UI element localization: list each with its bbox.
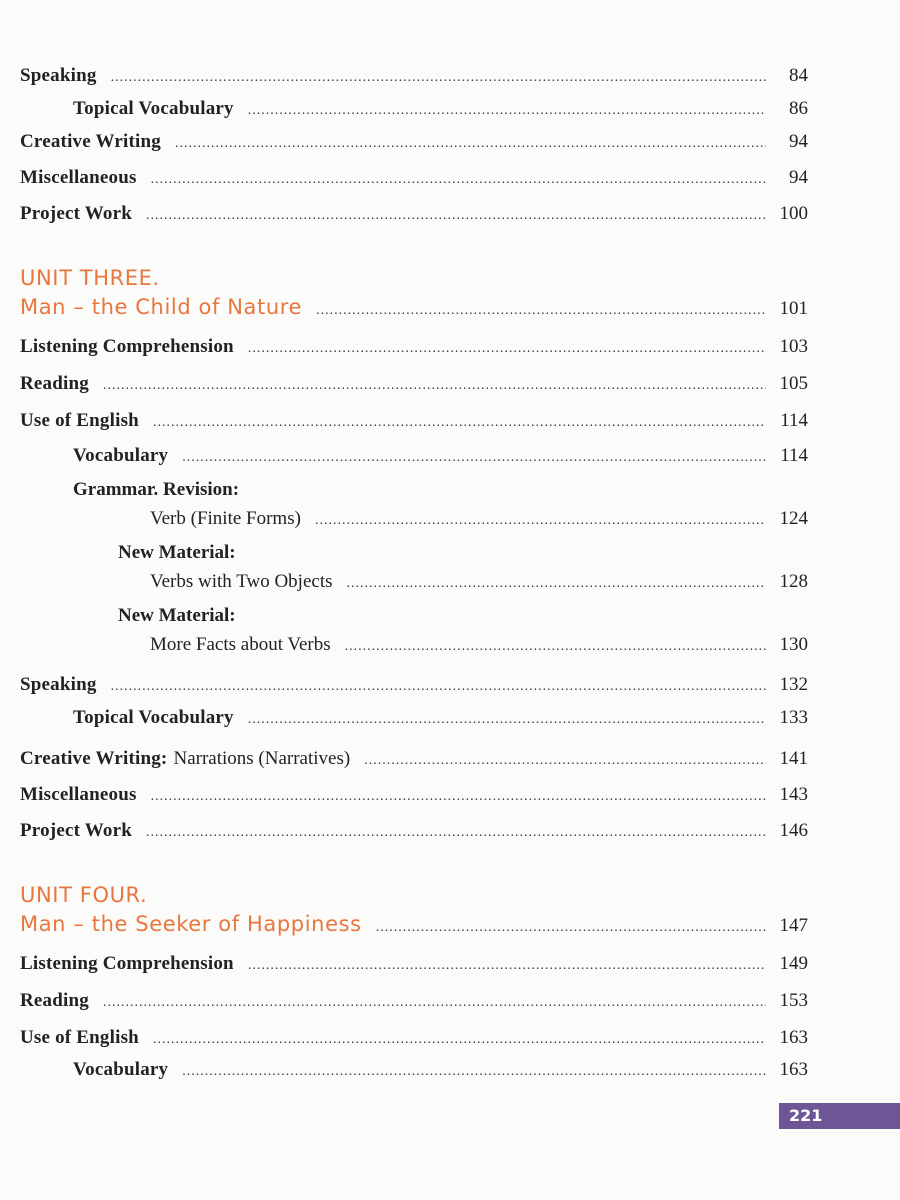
unit-three-title: Man – the Child of Nature (20, 295, 303, 319)
entry-page: 103 (779, 336, 808, 357)
toc-entry-listening-comprehension[interactable] (20, 952, 808, 978)
entry-label: Verb (Finite Forms) (150, 508, 301, 529)
entry-label: Topical Vocabulary (73, 707, 234, 728)
toc-entry-miscellaneous[interactable] (20, 166, 808, 192)
entry-label: Reading (20, 373, 89, 394)
entry-label: Miscellaneous (20, 784, 137, 805)
unit-three-title-row[interactable] (20, 294, 808, 320)
toc-entry-use-of-english[interactable] (20, 409, 808, 435)
dot-leader (347, 572, 767, 596)
unit-three-heading: UNIT THREE. (20, 266, 160, 290)
entry-page: 147 (779, 915, 808, 936)
toc-entry-use-of-english[interactable] (20, 1026, 808, 1052)
toc-entry-vocabulary[interactable] (73, 444, 808, 470)
toc-entry-topical-vocabulary[interactable] (73, 97, 808, 123)
entry-page: 153 (779, 990, 808, 1011)
dot-leader (153, 411, 766, 435)
dot-leader (153, 1028, 766, 1052)
entry-label: Vocabulary (73, 445, 169, 466)
toc-entry-topical-vocabulary[interactable] (73, 706, 808, 732)
entry-label: Reading (20, 990, 89, 1011)
new-material-heading: New Material: (118, 605, 236, 626)
entry-page: 163 (779, 1059, 808, 1080)
dot-leader (103, 991, 766, 1015)
entry-label: Speaking (20, 674, 97, 695)
toc-entry-project-work[interactable] (20, 819, 808, 845)
entry-label: Verbs with Two Objects (150, 571, 333, 592)
dot-leader (248, 708, 766, 732)
dot-leader (146, 204, 766, 228)
dot-leader (175, 132, 766, 156)
dot-leader (248, 954, 766, 978)
entry-page: 101 (779, 298, 808, 319)
dot-leader (111, 66, 766, 90)
dot-leader (248, 99, 766, 123)
toc-entry-creative-writing[interactable] (20, 130, 808, 156)
entry-label: Project Work (20, 820, 132, 841)
unit-four-title: Man – the Seeker of Happiness (20, 912, 362, 936)
entry-page: 128 (779, 571, 808, 592)
toc-entry-speaking[interactable] (20, 673, 808, 699)
dot-leader (364, 749, 766, 773)
toc-entry-vocabulary[interactable] (73, 1058, 808, 1084)
entry-page: 143 (779, 784, 808, 805)
dot-leader (111, 675, 766, 699)
entry-label: Speaking (20, 65, 97, 86)
entry-label: Listening Comprehension (20, 953, 234, 974)
toc-entry-reading[interactable] (20, 372, 808, 398)
entry-label: Vocabulary (73, 1059, 169, 1080)
dot-leader (345, 635, 766, 659)
dot-leader (182, 446, 766, 470)
dot-leader (146, 821, 766, 845)
toc-entry-reading[interactable] (20, 989, 808, 1015)
dot-leader (376, 920, 766, 936)
entry-label: Listening Comprehension (20, 336, 234, 357)
entry-page: 146 (779, 820, 808, 841)
toc-entry-verb-finite-forms[interactable] (150, 507, 808, 533)
toc-entry-verbs-with-two-objects[interactable] (150, 570, 808, 596)
entry-page: 94 (789, 167, 808, 188)
entry-page: 132 (779, 674, 808, 695)
entry-page: 100 (779, 203, 808, 224)
dot-leader (315, 509, 766, 533)
dot-leader (182, 1060, 766, 1084)
dot-leader (151, 785, 766, 809)
entry-page: 124 (779, 508, 808, 529)
dot-leader (151, 168, 766, 192)
toc-entry-listening-comprehension[interactable] (20, 335, 808, 361)
new-material-heading: New Material: (118, 542, 236, 563)
entry-page: 163 (779, 1027, 808, 1048)
toc-entry-project-work[interactable] (20, 202, 808, 228)
entry-label: Project Work (20, 203, 132, 224)
entry-label: Creative Writing: (20, 748, 168, 769)
dot-leader (103, 374, 766, 398)
toc-entry-creative-writing[interactable] (20, 747, 808, 773)
unit-four-heading: UNIT FOUR. (20, 883, 148, 907)
entry-sublabel: Narrations (Narratives) (173, 748, 351, 769)
entry-label: Creative Writing (20, 131, 161, 152)
entry-page: 105 (779, 373, 808, 394)
dot-leader (316, 303, 766, 319)
entry-label: Miscellaneous (20, 167, 137, 188)
entry-page: 94 (789, 131, 808, 152)
toc-entry-more-facts-about-verbs[interactable] (150, 633, 808, 659)
unit-four-title-row[interactable] (20, 911, 808, 937)
page-number-badge: 221 (779, 1103, 900, 1129)
entry-label: More Facts about Verbs (150, 634, 331, 655)
entry-label: Use of English (20, 410, 139, 431)
entry-label: Use of English (20, 1027, 139, 1048)
entry-page: 84 (789, 65, 808, 86)
entry-page: 114 (780, 445, 808, 466)
entry-page: 86 (789, 98, 808, 119)
entry-page: 141 (779, 748, 808, 769)
entry-label: Topical Vocabulary (73, 98, 234, 119)
grammar-revision-heading: Grammar. Revision: (73, 479, 240, 500)
entry-page: 133 (779, 707, 808, 728)
toc-entry-speaking[interactable] (20, 64, 808, 90)
toc-entry-miscellaneous[interactable] (20, 783, 808, 809)
entry-page: 114 (780, 410, 808, 431)
entry-page: 149 (779, 953, 808, 974)
dot-leader (248, 337, 766, 361)
entry-page: 130 (779, 634, 808, 655)
